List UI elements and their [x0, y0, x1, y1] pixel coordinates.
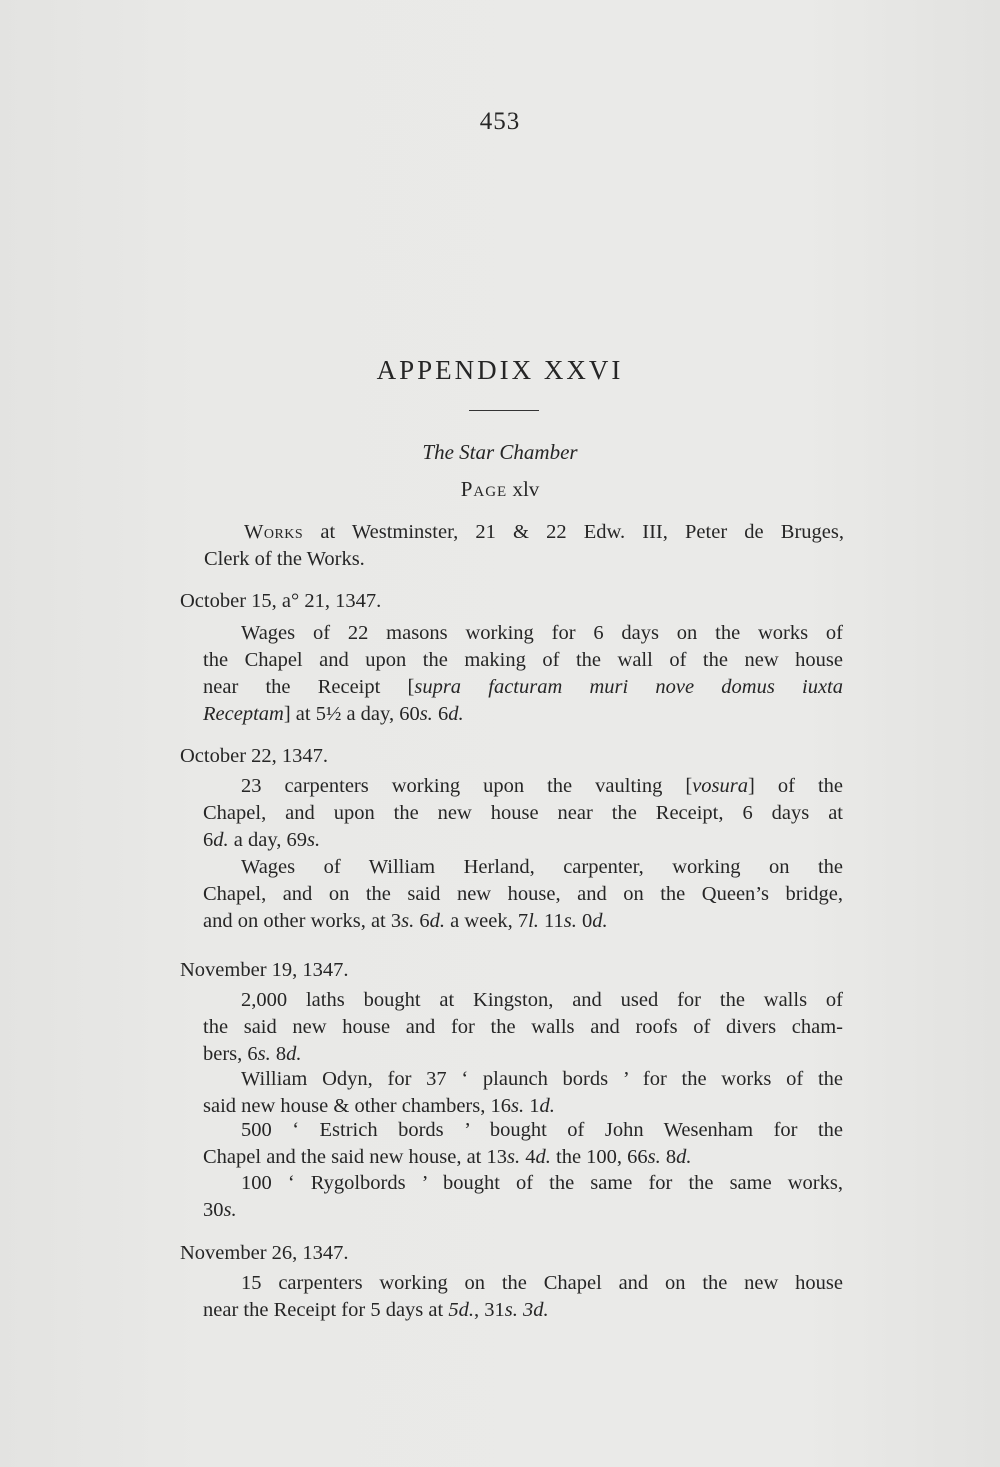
text-run: 8 — [660, 1146, 677, 1168]
intro-line — [204, 519, 844, 546]
text-run: the 100, 66 — [550, 1146, 648, 1168]
entry-paragraph — [203, 854, 843, 935]
page-ref-label: Page — [460, 477, 508, 501]
entry-paragraph — [203, 1117, 843, 1171]
currency-abbrev: d. — [286, 1043, 302, 1065]
text-line — [203, 1297, 843, 1324]
currency-abbrev: s. — [504, 1299, 518, 1321]
entry-paragraph — [203, 620, 843, 728]
title-divider — [469, 410, 539, 411]
entry-paragraph — [203, 1066, 843, 1120]
text-run: 0 — [576, 910, 593, 932]
entry-date: October 22, 1347. — [180, 745, 329, 767]
currency-abbrev: s. — [419, 703, 433, 725]
text-run: 1 — [524, 1095, 540, 1117]
text-run: ] at 5½ a day, 60 — [283, 703, 420, 725]
currency-abbrev: d. — [676, 1146, 692, 1168]
intro-paragraph — [204, 519, 844, 573]
latin-phrase: Receptam — [203, 703, 284, 725]
text-line: Wages of William Herland, carpenter, working on the — [241, 856, 843, 878]
entry-date: November 26, 1347. — [180, 1242, 349, 1264]
text-line — [203, 1093, 843, 1120]
text-line: the said new house and for the walls and roofs of divers cham- — [203, 1016, 843, 1038]
text-line: 2,000 laths bought at Kingston, and used for the walls of — [241, 989, 843, 1011]
appendix-title: APPENDIX XXVI — [376, 355, 624, 385]
entry-paragraph — [203, 1270, 843, 1324]
latin-phrase: supra facturam muri nove domus iuxta — [414, 676, 843, 698]
page-reference — [0, 477, 1000, 502]
currency-abbrev: d. — [535, 1146, 551, 1168]
currency-abbrev: s. — [257, 1043, 271, 1065]
text-line: Chapel, and upon the new house near the Receipt, 6 days at — [203, 802, 843, 824]
currency-abbrev: s. — [307, 829, 321, 851]
intro-line-rest: at Westminster, 21 & 22 Edw. III, Peter de Bruges, — [303, 521, 844, 543]
currency-abbrev: d. — [213, 829, 229, 851]
currency-abbrev: d. — [539, 1095, 555, 1117]
currency-abbrev: s. — [223, 1199, 237, 1221]
text-run: 23 carpenters working upon the vaulting [ — [241, 775, 693, 797]
text-run: a week, 7 — [444, 910, 529, 932]
entry-paragraph — [203, 987, 843, 1068]
text-line: William Odyn, for 37 ‘ plaunch bords ’ for the works of the — [241, 1068, 843, 1090]
text-line — [203, 1197, 843, 1224]
text-line: Wages of 22 masons working for 6 days on the works of — [241, 622, 843, 644]
works-word: Works — [244, 521, 304, 543]
section-subtitle: The Star Chamber — [422, 440, 578, 464]
text-run: near the Receipt for 5 days at — [203, 1299, 449, 1321]
text-line — [203, 773, 843, 800]
text-run: a day, 69 — [228, 829, 307, 851]
text-line — [203, 674, 843, 701]
text-line: 15 carpenters working on the Chapel and on the new house — [241, 1272, 843, 1294]
text-line: the Chapel and upon the making of the wall of the new house — [203, 649, 843, 671]
entry-paragraph — [203, 773, 843, 854]
currency-abbrev: d. — [592, 910, 608, 932]
currency-abbrev: s. — [647, 1146, 661, 1168]
page-ref-number: xlv — [512, 477, 540, 501]
entry-date: November 19, 1347. — [180, 959, 349, 981]
entry-date: October 15, a° 21, 1347. — [180, 590, 382, 612]
text-run: 11 — [538, 910, 564, 932]
text-run: bers, 6 — [203, 1043, 258, 1065]
currency-abbrev: d. — [429, 910, 445, 932]
text-run: and on other works, at 3 — [203, 910, 402, 932]
text-line — [203, 908, 843, 935]
currency-abbrev: s. — [511, 1095, 525, 1117]
text-run: 6 — [203, 829, 214, 851]
text-run: 30 — [203, 1199, 224, 1221]
text-run: 4 — [520, 1146, 536, 1168]
text-line — [203, 701, 843, 728]
text-line — [203, 1041, 843, 1068]
currency-abbrev: 3d. — [522, 1299, 549, 1321]
text-run: near the Receipt [ — [203, 676, 415, 698]
text-line: Chapel, and on the said new house, and on the Queen’s bridge, — [203, 883, 843, 905]
text-line — [203, 1144, 843, 1171]
text-run: 6 — [414, 910, 430, 932]
entry-paragraph — [203, 1170, 843, 1224]
currency-abbrev: s. — [507, 1146, 521, 1168]
intro-line: Clerk of the Works. — [204, 548, 365, 570]
text-run: , 31 — [473, 1299, 505, 1321]
latin-phrase: vosura — [692, 775, 749, 797]
text-run: 8 — [270, 1043, 287, 1065]
page-number: 453 — [479, 108, 521, 135]
currency-abbrev: l. — [528, 910, 539, 932]
currency-abbrev: s. — [563, 910, 577, 932]
text-line — [203, 827, 843, 854]
text-run: Chapel and the said new house, at 13 — [203, 1146, 508, 1168]
currency-abbrev: s. — [401, 910, 415, 932]
currency-abbrev: d. — [448, 703, 464, 725]
text-run: ] of the — [748, 775, 843, 797]
text-line: 500 ‘ Estrich bords ’ bought of John Wesenham for the — [241, 1119, 843, 1141]
currency-abbrev: 5d. — [448, 1299, 474, 1321]
text-run: 6 — [432, 703, 449, 725]
text-line: 100 ‘ Rygolbords ’ bought of the same for the same works, — [241, 1172, 843, 1194]
text-run: said new house & other chambers, 16 — [203, 1095, 511, 1117]
